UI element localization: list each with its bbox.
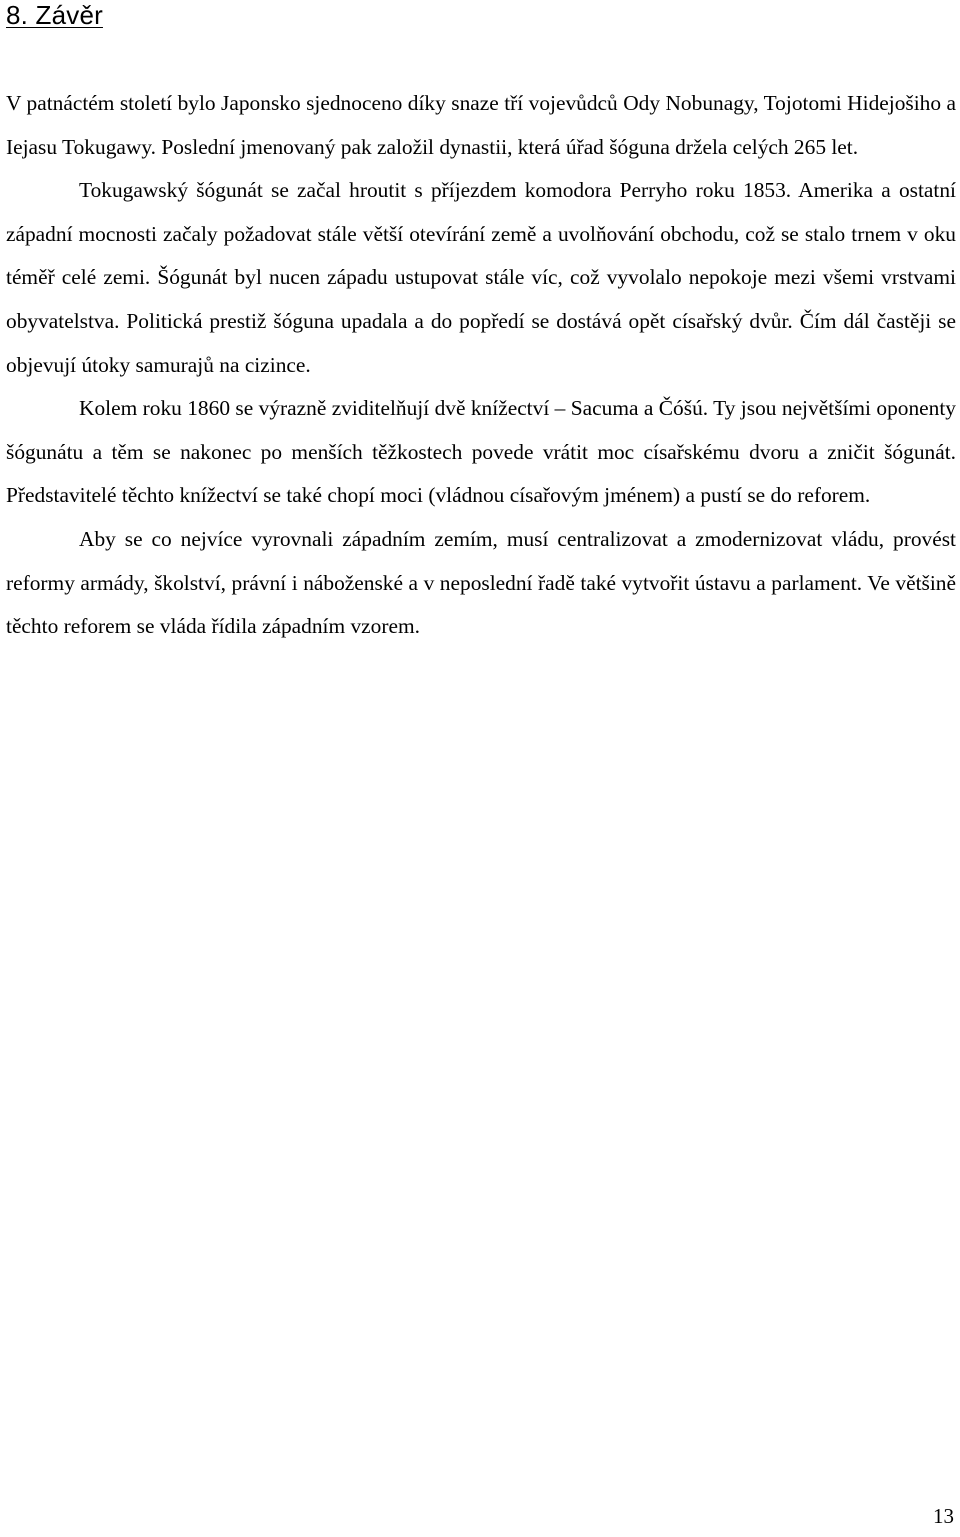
paragraph-2: Tokugawský šógunát se začal hroutit s příjezdem komodora Perryho roku 1853. Amerika a ostatní západní mocnosti začaly požadovat stále větší otevírání země a uvolňování obchodu, což se stalo trnem v oku téměř celé zemi. Šógunát byl nucen západu ustupovat stále víc, což vyvolalo nepokoje mezi všemi vrstvami obyvatelstva. Politická prestiž šóguna upadala a do popředí se dostává opět císařský dvůr. Čím dál častěji se objevují útoky samurajů na cizince.	[6, 178, 956, 377]
paragraph-4: Aby se co nejvíce vyrovnali západním zemím, musí centralizovat a zmodernizovat vládu, provést reformy armády, školství, právní i náboženské a v neposlední řadě také vytvořit ústavu a parlament. Ve většině těchto reforem se vláda řídila západním vzorem.	[6, 526, 956, 639]
page-number: 13	[933, 1504, 954, 1528]
paragraph-3: Kolem roku 1860 se výrazně zviditelňují dvě knížectví – Sacuma a Čóšú. Ty jsou největšími oponenty šógunátu a těm se nakonec po menších těžkostech povede vrátit moc císařskému dvoru a zničit šógunát. Představitelé těchto knížectví se také chopí moci (vládnou císařovým jménem) a pustí se do reforem.	[6, 396, 956, 508]
paragraph-1: V patnáctém století bylo Japonsko sjednoceno díky snaze tří vojevůdců Ody Nobunagy, Tojotomi Hidejošiho a Iejasu Tokugawy. Poslední jmenovaný pak založil dynastii, která úřad šóguna držela celých 265 let.	[6, 91, 956, 159]
chapter-heading: 8. Závěr	[6, 0, 103, 30]
chapter-body	[6, 82, 956, 649]
